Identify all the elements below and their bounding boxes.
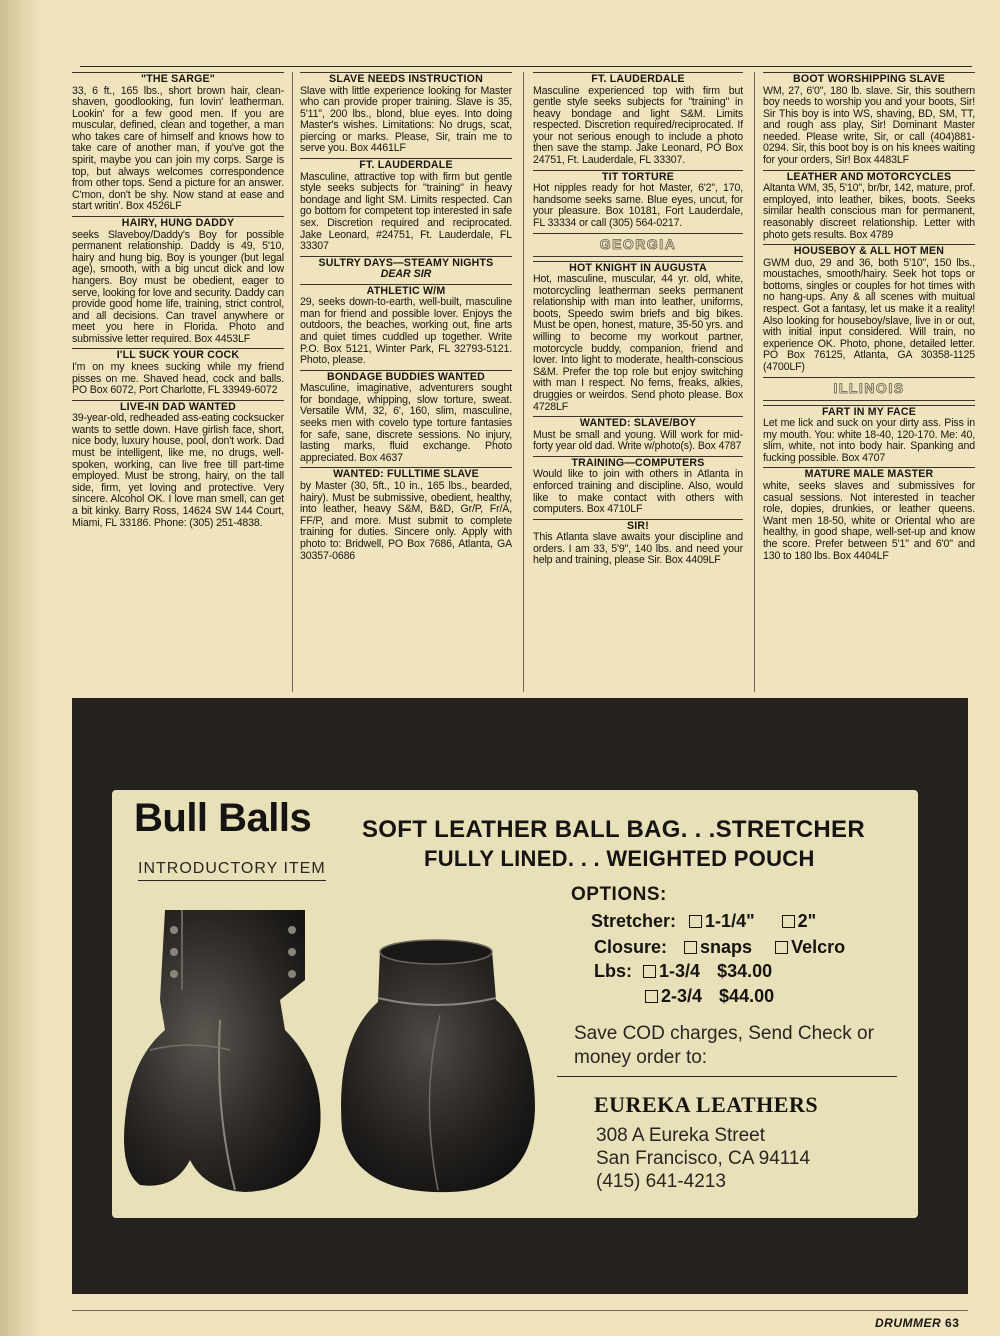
ad-title: I'LL SUCK YOUR COCK — [72, 348, 284, 362]
classified-ad — [72, 72, 284, 213]
ad-body: Hot nipples ready for hot Master, 6'2", 170, handsome seeks same. Blue eyes, uncut, for your pleasure. Box 10181, Fort Lauderdale, FL 33334 or call (305) 564-0217. — [533, 182, 743, 229]
ad-title: FT. LAUDERDALE — [300, 158, 512, 172]
ad-phone: (415) 641-4213 — [596, 1171, 726, 1192]
classified-ad — [533, 72, 743, 167]
classified-ad — [72, 400, 284, 529]
classified-ad — [300, 467, 512, 562]
option-lbs-price-1: $34.00 — [717, 961, 773, 981]
ad-subheadline: FULLY LINED. . . WEIGHTED POUCH — [424, 846, 815, 871]
option-closure-1: snaps — [700, 937, 753, 957]
classified-ad — [533, 519, 743, 567]
ad-title: HOUSEBOY & ALL HOT MEN — [763, 244, 975, 258]
ad-body: white, seeks slaves and submissives for casual sessions. Not interested in teacher role, dopies, drunkies, or leather queens. Want men 18-50, white or Oriental who are healthy, in good shape, well-set-up and know the score. Prefer between 5'1" and 6'0" and 130 to 180 lbs. Box 4404LF — [763, 479, 975, 562]
ad-address — [596, 1124, 810, 1193]
product-photo — [120, 890, 540, 1200]
ad-body: Must be small and young. Will work for mid-forty year old dad. Write w/photo(s). Box 4787 — [533, 428, 743, 453]
ad-body: Hot, masculine, muscular, 44 yr. old, white, motorcycling leatherman seeks permanent relationship with man into leather, uniforms, boots, Speedo swim briefs and big bikes. Must be open, honest, mature, 35-50 yrs. and willing to become my workout partner, motorcycle buddy, companion, friend and lover. Into light to moderate, health-conscious S&M. Prefer the top role but enjoy switching with man I respect. No fems, freaks, alkies, druggies or weirdos. Send photo please. Box 4728LF — [533, 273, 743, 413]
ad-body: 39-year-old, redheaded ass-eating cocksucker wants to settle down. Have girlish face, short, nice body, luxury house, pool, don't work. Dad must be intelligent, like me, no drugs, well-spoken, working, can live free till part-time employed. Must be strong, hairy, on the tall side, firm, yet loving and protective. Very sincere. Alcohol OK. I love man smell, can get a bit kinky. Barry Ross, 14624 SW 144 Court, Miami, FL 33186. Phone: (305) 251-4838. — [72, 412, 284, 529]
column-4 — [763, 72, 975, 692]
classified-ad — [300, 370, 512, 465]
ad-title: TRAINING—COMPUTERS — [533, 456, 743, 470]
ad-city: San Francisco, CA 94114 — [596, 1148, 811, 1169]
ad-intro-label: INTRODUCTORY ITEM — [138, 860, 326, 881]
page-footer — [875, 1316, 959, 1330]
ad-title: SLAVE NEEDS INSTRUCTION — [300, 72, 512, 86]
option-stretcher — [591, 911, 816, 932]
ad-body: by Master (30, 5ft., 10 in., 165 lbs., bearded, hairy). Must be submissive, obedient, healthy, into leather, heavy S&M, B&D, Gr/P, Fr/A, FF/P, and more. Must submit to complete training for duties. Sincere only. Apply with photo to: Bridwell, PO Box 7686, Atlanta, GA 30357-0686 — [300, 479, 512, 562]
column-divider — [523, 72, 524, 692]
classified-ad — [72, 348, 284, 396]
classified-ad — [300, 256, 512, 281]
ad-title: WANTED: SLAVE/BOY — [533, 416, 743, 430]
ad-title: HAIRY, HUNG DADDY — [72, 216, 284, 230]
state-heading — [533, 233, 743, 257]
page-number: 63 — [945, 1316, 960, 1330]
option-closure-2: Velcro — [791, 937, 846, 957]
classified-ad — [533, 261, 743, 414]
option-closure — [594, 937, 845, 958]
classified-ad — [763, 467, 975, 562]
state-heading-text: ILLINOIS — [833, 379, 905, 396]
classified-ad — [533, 416, 743, 453]
classified-ad — [763, 170, 975, 241]
classified-ad — [763, 244, 975, 373]
ad-title: LIVE-IN DAD WANTED — [72, 400, 284, 414]
option-lbs-1 — [594, 961, 772, 982]
classified-ad — [533, 170, 743, 230]
column-3 — [533, 72, 743, 692]
ad-body: This Atlanta slave awaits your discipline and orders. I am 33, 5'9", 140 lbs. and need your help and training, please Sir. Box 4409LF — [533, 531, 743, 567]
ad-headline: SOFT LEATHER BALL BAG. . .STRETCHER — [362, 816, 865, 843]
ad-body: GWM duo, 29 and 36, both 5'10", 150 lbs., moustaches, smooth/hairy. Seek hot tops or bottoms, singles or couples for hot times with no hang-ups. Any & all scenes with muitual respect. Got a fantasy, let us make it a reality! Also looking for houseboy/slave, live in or out, with initial input considered. Will train, no experience OK. Photo, phone, detailed letter. PO Box 76125, Atlanta, GA 30358-1125 (4700LF) — [763, 256, 975, 373]
column-divider — [754, 72, 755, 692]
ad-street: 308 A Eureka Street — [596, 1125, 766, 1146]
classified-ad — [300, 284, 512, 367]
checkbox-icon — [775, 941, 788, 954]
checkbox-icon — [643, 965, 656, 978]
ad-body: Let me lick and suck on your dirty ass. Piss in my mouth. You: white 18-40, 120-170. Me: 40, slim, white, not into body hair. Spanking and fucking possible. Box 4707 — [763, 417, 975, 464]
ad-body: I'm on my knees sucking while my friend pisses on me. Shaved head, cock and balls. PO Box 6072, Port Charlotte, FL 33949-6072 — [72, 360, 284, 397]
option-lbs-price-2: $44.00 — [719, 986, 775, 1006]
ad-title: FT. LAUDERDALE — [533, 72, 743, 86]
option-lbs-weight-2: 2-3/4 — [661, 986, 703, 1006]
ad-body: Slave with little experience looking for Master who can provide proper training. Slave is 35, 5'11", 200 lbs., blond, blue eyes. Into doing Master's wishes. Limitations: No drugs, scat, piercing or marks. Please, Sir, train me to serve you. Box 4461LF — [300, 84, 512, 155]
option-lbs-label: Lbs: — [594, 961, 632, 981]
ad-title: SIR! — [533, 519, 743, 533]
ad-title: BOOT WORSHIPPING SLAVE — [763, 72, 975, 86]
ad-title: WANTED: FULLTIME SLAVE — [300, 467, 512, 481]
ad-title: HOT KNIGHT IN AUGUSTA — [533, 261, 743, 275]
checkbox-icon — [782, 915, 795, 928]
ad-body: WM, 27, 6'0", 180 lb. slave. Sir, this southern boy needs to worship you and your boots, Sir! Sir This boy is into WS, shaving, BD, SM, TT, and rough ass play, Sir! Dominant Master needed. Please write, Sir, or call (404)881-0294. Sir, this boot boy is on his knees waiting for your orders, Sir! Box 4483LF — [763, 84, 975, 167]
classified-ad — [763, 72, 975, 167]
magazine-name: DRUMMER — [875, 1316, 942, 1330]
ad-title: MATURE MALE MASTER — [763, 467, 975, 481]
state-heading-text: GEORGIA — [599, 235, 677, 252]
ad-body: seeks Slaveboy/Daddy's Boy for possible permanent relationship. Daddy is 49, 5'10, hairy and hung big. Boy is younger (but legal age), smooth, with a big uncut dick and low hangers. Boy must be obedient, eager to serve, looking for love and security. Daddy can provide good home life, training, strict control, and all decisions. Can travel anywhere or meet you here in Florida. Photo and submissive letter required. Box 4453LF — [72, 228, 284, 345]
checkbox-icon — [684, 941, 697, 954]
option-lbs-weight-1: 1-3/4 — [659, 961, 701, 981]
option-stretcher-2: 2" — [797, 911, 817, 931]
classified-ad — [300, 72, 512, 155]
ad-title: "THE SARGE" — [72, 72, 284, 86]
ad-title: LEATHER AND MOTORCYCLES — [763, 170, 975, 184]
option-closure-label: Closure: — [594, 937, 668, 957]
checkbox-icon — [645, 990, 658, 1003]
ad-body: 33, 6 ft., 165 lbs., short brown hair, clean-shaven, goodlooking, fun lovin' leatherman. Lookin' for a few good men. If you are muscular, defined, clean and together, a man who takes care of himself and knows how to take care of another man, if you've got the spirit, maybe you can join my corps. Sarge is top, but always welcomes correspondence from other tops. Send a picture for an answer. C'mon, don't be shy. Now stand at ease and start writin'. Box 4526LF — [72, 84, 284, 213]
checkbox-icon — [689, 915, 702, 928]
ad-body: 29, seeks down-to-earth, well-built, masculine man for friend and possible lover. Enjoys the outdoors, the beaches, working out, fine arts and quiet times cuddled up together. Write P.O. Box 5121, Winter Park, FL 32793-5121. Photo, please. — [300, 296, 512, 367]
ad-body: Masculine, imaginative, adventurers sought for bondage, whipping, slow torture, sweat. Versatile WM, 32, 6', 160, slim, masculine, seeks men with covelo type torture fantasies for safe, sane, discrete sessions. No injury, lasting marks, fluid exchange. Photo appreciated. Box 4637 — [300, 382, 512, 464]
ad-options-title: OPTIONS: — [571, 884, 667, 905]
option-stretcher-label: Stretcher: — [591, 911, 677, 931]
ad-title: SULTRY DAYS—STEAMY NIGHTS — [300, 256, 512, 270]
column-divider — [292, 72, 293, 692]
column-2 — [300, 72, 512, 692]
ad-order-instructions: Save COD charges, Send Check or money order to: — [574, 1023, 874, 1068]
ad-title: ATHLETIC W/M — [300, 284, 512, 298]
footer-rule — [72, 1310, 968, 1311]
ad-brand: Bull Balls — [134, 796, 312, 840]
ad-body: Masculine experienced top with firm but gentle style seeks subjects for "training" in heavy bondage and light S&M. Limits respected. Discretion required/reciprocated. If your not serious enough to include a photo then save the stamp. Jake Leonard, PO Box 24751, Ft. Lauderdale, FL 33307. — [533, 84, 743, 167]
ad-company-name: EUREKA LEATHERS — [594, 1092, 819, 1117]
ad-title: FART IN MY FACE — [763, 405, 975, 419]
ad-body: Would like to join with others in Atlanta in enforced training and discipline. Also, would like to make contact with others with computers. Box 4710LF — [533, 468, 743, 516]
ad-subtitle: DEAR SIR — [380, 268, 432, 281]
ad-title: TIT TORTURE — [533, 170, 743, 184]
ad-body: Masculine, attractive top with firm but gentle style seeks subjects for "training" in heavy bondage and light SM. Limits respected. Can go bottom for competent top interested in safe sex. Discretion required and reciprocated. Jake Leonard, #24751, Ft. Lauderdale, FL 33307 — [300, 170, 512, 253]
state-heading — [763, 377, 975, 401]
classified-ad — [300, 158, 512, 253]
option-stretcher-1: 1-1/4" — [705, 911, 755, 931]
ad-body: Altanta WM, 35, 5'10", br/br, 142, mature, prof. employed, into leather, bikes, boots. Seeks similar health conscious man for permanent, reasonably discreet relationship. Letter with photo gets results. Box 4789 — [763, 182, 975, 241]
address-rule — [557, 1076, 897, 1077]
classified-ad — [533, 456, 743, 516]
ad-title: BONDAGE BUDDIES WANTED — [300, 370, 512, 384]
classified-ad — [763, 405, 975, 465]
column-1 — [72, 72, 284, 692]
classified-ad — [72, 216, 284, 345]
option-lbs-2 — [645, 986, 774, 1007]
